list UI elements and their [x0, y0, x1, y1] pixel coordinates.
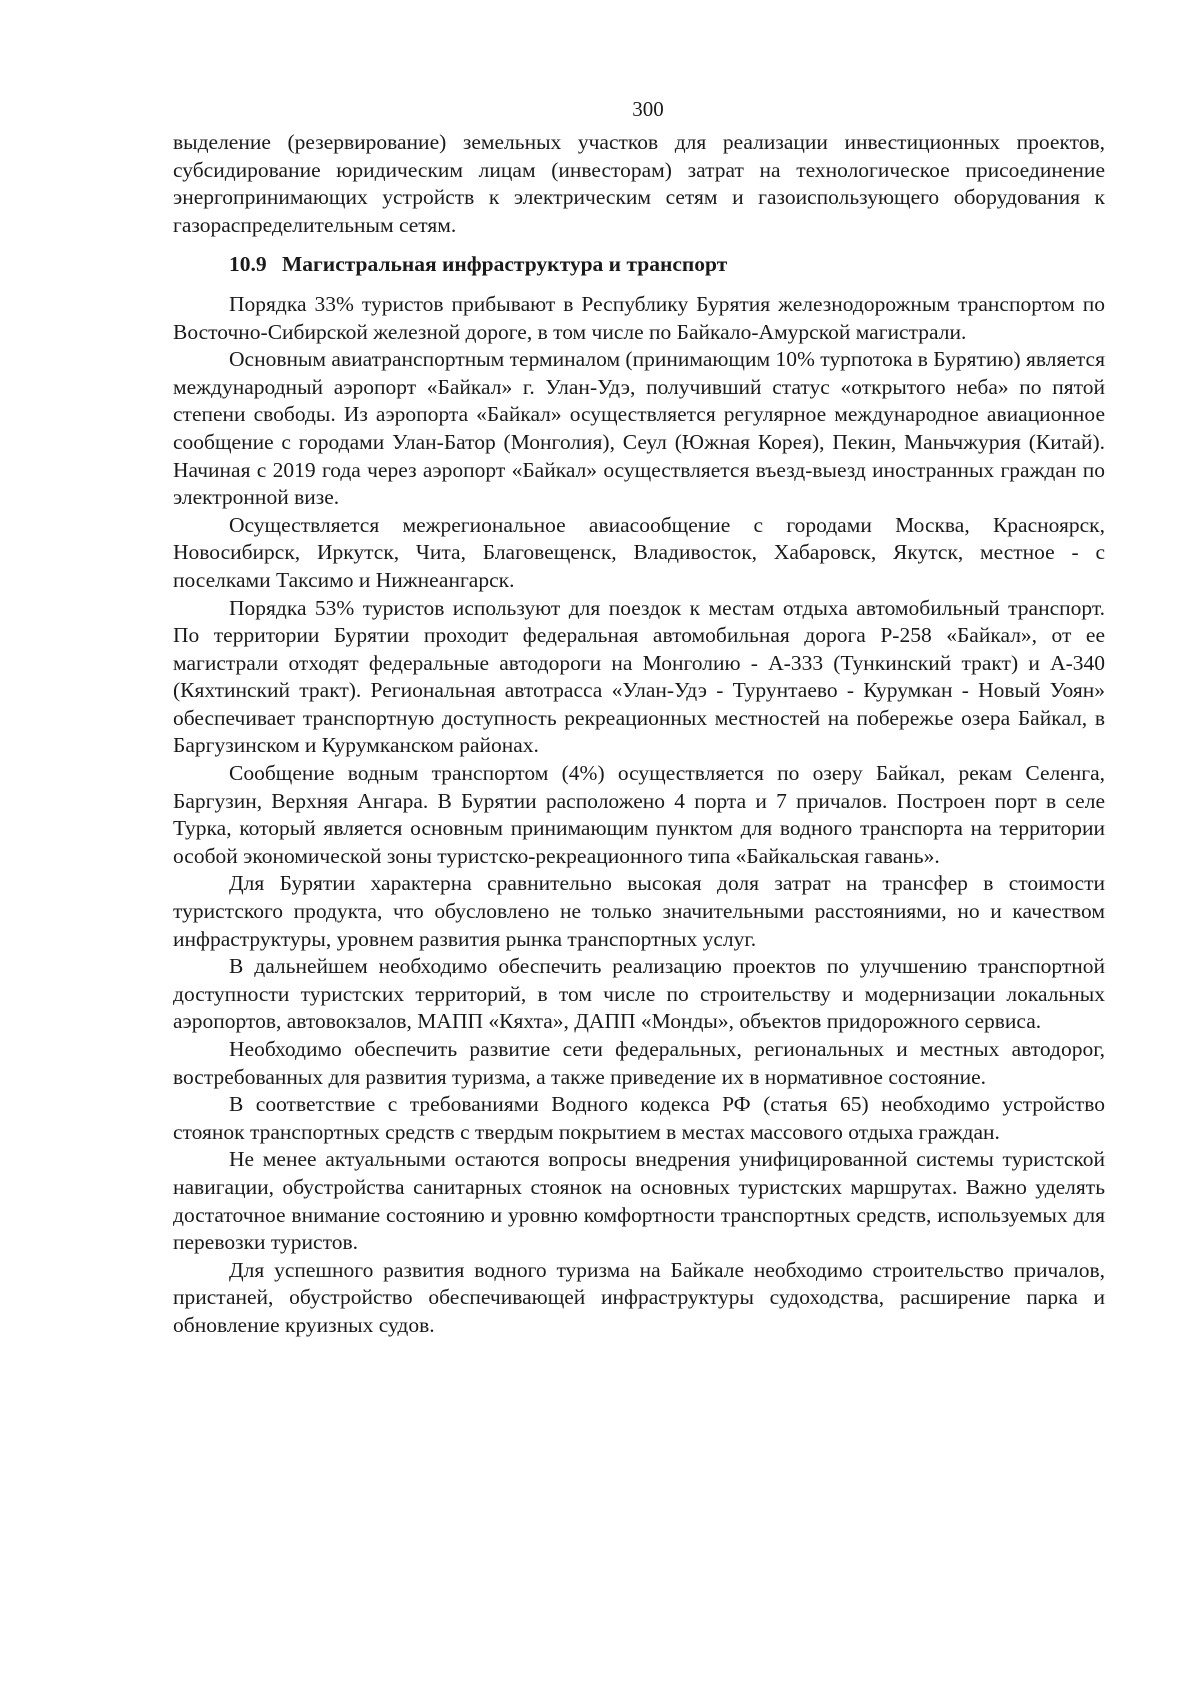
- paragraph-rail-transport: Порядка 33% туристов прибывают в Республику Бурятия железнодорожным транспортом по Восточно-Сибирской железной дороге, в том числе по Байкало-Амурской магистрали.: [173, 291, 1105, 344]
- page-number: 300: [632, 97, 664, 121]
- section-heading: [229, 251, 1105, 279]
- paragraph-interregional-flights: Осуществляется межрегиональное авиасообщение с городами Москва, Красноярск, Новосибирск, Иркутск, Чита, Благовещенск, Владивосток, Хабаровск, Якутск, местное - с поселками Таксимо и Нижнеангарск.: [173, 512, 1105, 592]
- section-number: 10.9: [229, 252, 267, 277]
- paragraph-navigation: Не менее актуальными остаются вопросы внедрения унифицированной системы туристской навигации, обустройства санитарных стоянок на основных туристских маршрутах. Важно уделять достаточное внимание состоянию и уровню комфортности транспортных средств, используемых для перевозки туристов.: [173, 1147, 1105, 1255]
- paragraph-accessibility-projects: В дальнейшем необходимо обеспечить реализацию проектов по улучшению транспортной доступности туристских территорий, в том числе по строительству и модернизации локальных аэропортов, автовокзалов, МАПП «Кяхта», ДАПП «Монды», объектов придорожного сервиса.: [173, 954, 1105, 1034]
- intro-paragraph: выделение (резервирование) земельных участков для реализации инвестиционных проектов, субсидирование юридическим лицам (инвесторам) затрат на технологическое присоединение энергопринимающих устройств к электрическим сетям и газоиспользующего оборудования к газораспределительным сетям.: [173, 130, 1105, 237]
- paragraph-transfer-costs: Для Бурятии характерна сравнительно высокая доля затрат на трансфер в стоимости туристского продукта, что обусловлено не только значительными расстояниями, но и качеством инфраструктуры, уровнем развития рынка транспортных услуг.: [173, 871, 1105, 951]
- paragraph-road-network: Необходимо обеспечить развитие сети федеральных, региональных и местных автодорог, востребованных для развития туризма, а также приведение их в нормативное состояние.: [173, 1037, 1105, 1089]
- paragraph-water-transport: Сообщение водным транспортом (4%) осуществляется по озеру Байкал, рекам Селенга, Баргузин, Верхняя Ангара. В Бурятии расположено 4 порта и 7 причалов. Построен порт в селе Турка, который является основным принимающим пунктом для водного транспорта на территории особой экономической зоны туристско-рекреационного типа «Байкальская гавань».: [173, 761, 1105, 868]
- paragraph-airport: Основным авиатранспортным терминалом (принимающим 10% турпотока в Бурятию) является международный аэропорт «Байкал» г. Улан-Удэ, получивший статус «открытого неба» по пятой степени свободы. Из аэропорта «Байкал» осуществляется регулярное международное авиационное сообщение с городами Улан-Батор (Монголия), Сеул (Южная Корея), Пекин, Маньчжурия (Китай). Начиная с 2019 года через аэропорт «Байкал» осуществляется въезд-выезд иностранных граждан по электронной визе.: [173, 347, 1105, 510]
- document-page: [173, 96, 1105, 1340]
- section-title: Магистральная инфраструктура и транспорт: [282, 252, 728, 277]
- paragraph-water-tourism: Для успешного развития водного туризма на Байкале необходимо строительство причалов, пристаней, обустройство обеспечивающей инфраструктуры судоходства, расширение парка и обновление круизных судов.: [173, 1257, 1105, 1337]
- paragraph-water-code: В соответствие с требованиями Водного кодекса РФ (статья 65) необходимо устройство стоянок транспортных средств с твердым покрытием в местах массового отдыха граждан.: [173, 1092, 1105, 1144]
- paragraph-road-transport: Порядка 53% туристов используют для поездок к местам отдыха автомобильный транспорт. По территории Бурятии проходит федеральная автомобильная дорога Р-258 «Байкал», от ее магистрали отходят федеральные автодороги на Монголию - А-333 (Тункинский тракт) и А-340 (Кяхтинский тракт). Региональная автотрасса «Улан-Удэ - Турунтаево - Курумкан - Новый Уоян» обеспечивает транспортную доступность рекреационных местностей на побережье озера Байкал, в Баргузинском и Курумканском районах.: [173, 595, 1105, 758]
